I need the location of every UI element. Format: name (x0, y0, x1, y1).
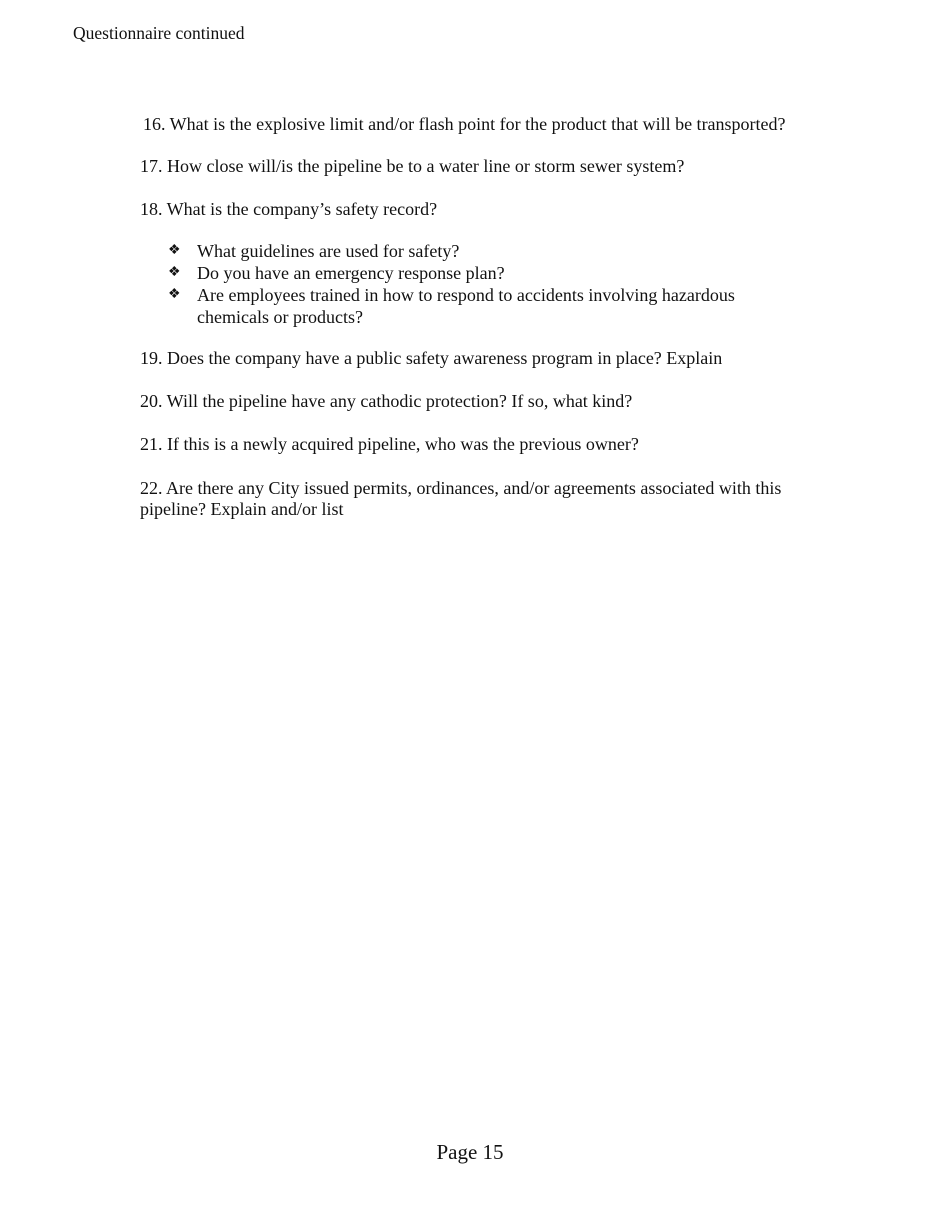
four-diamond-bullet-icon: ❖ (168, 265, 181, 280)
question-20: 20. Will the pipeline have any cathodic protection? If so, what kind? (140, 391, 633, 411)
question-18: 18. What is the company’s safety record? (140, 199, 438, 219)
question-19: 19. Does the company have a public safety awareness program in place? Explain (140, 348, 723, 368)
question-21: 21. If this is a newly acquired pipeline, who was the previous owner? (140, 434, 639, 454)
question-22-continued: pipeline? Explain and/or list (140, 499, 344, 519)
question-16: 16. What is the explosive limit and/or flash point for the product that will be transported? (143, 114, 786, 134)
four-diamond-bullet-icon: ❖ (168, 287, 181, 302)
question-22: 22. Are there any City issued permits, ordinances, and/or agreements associated with this (140, 478, 782, 498)
four-diamond-bullet-icon: ❖ (168, 243, 181, 258)
page-header: Questionnaire continued (73, 23, 245, 43)
page-number: Page 15 (436, 1140, 504, 1164)
question-17: 17. How close will/is the pipeline be to a water line or storm sewer system? (140, 156, 685, 176)
